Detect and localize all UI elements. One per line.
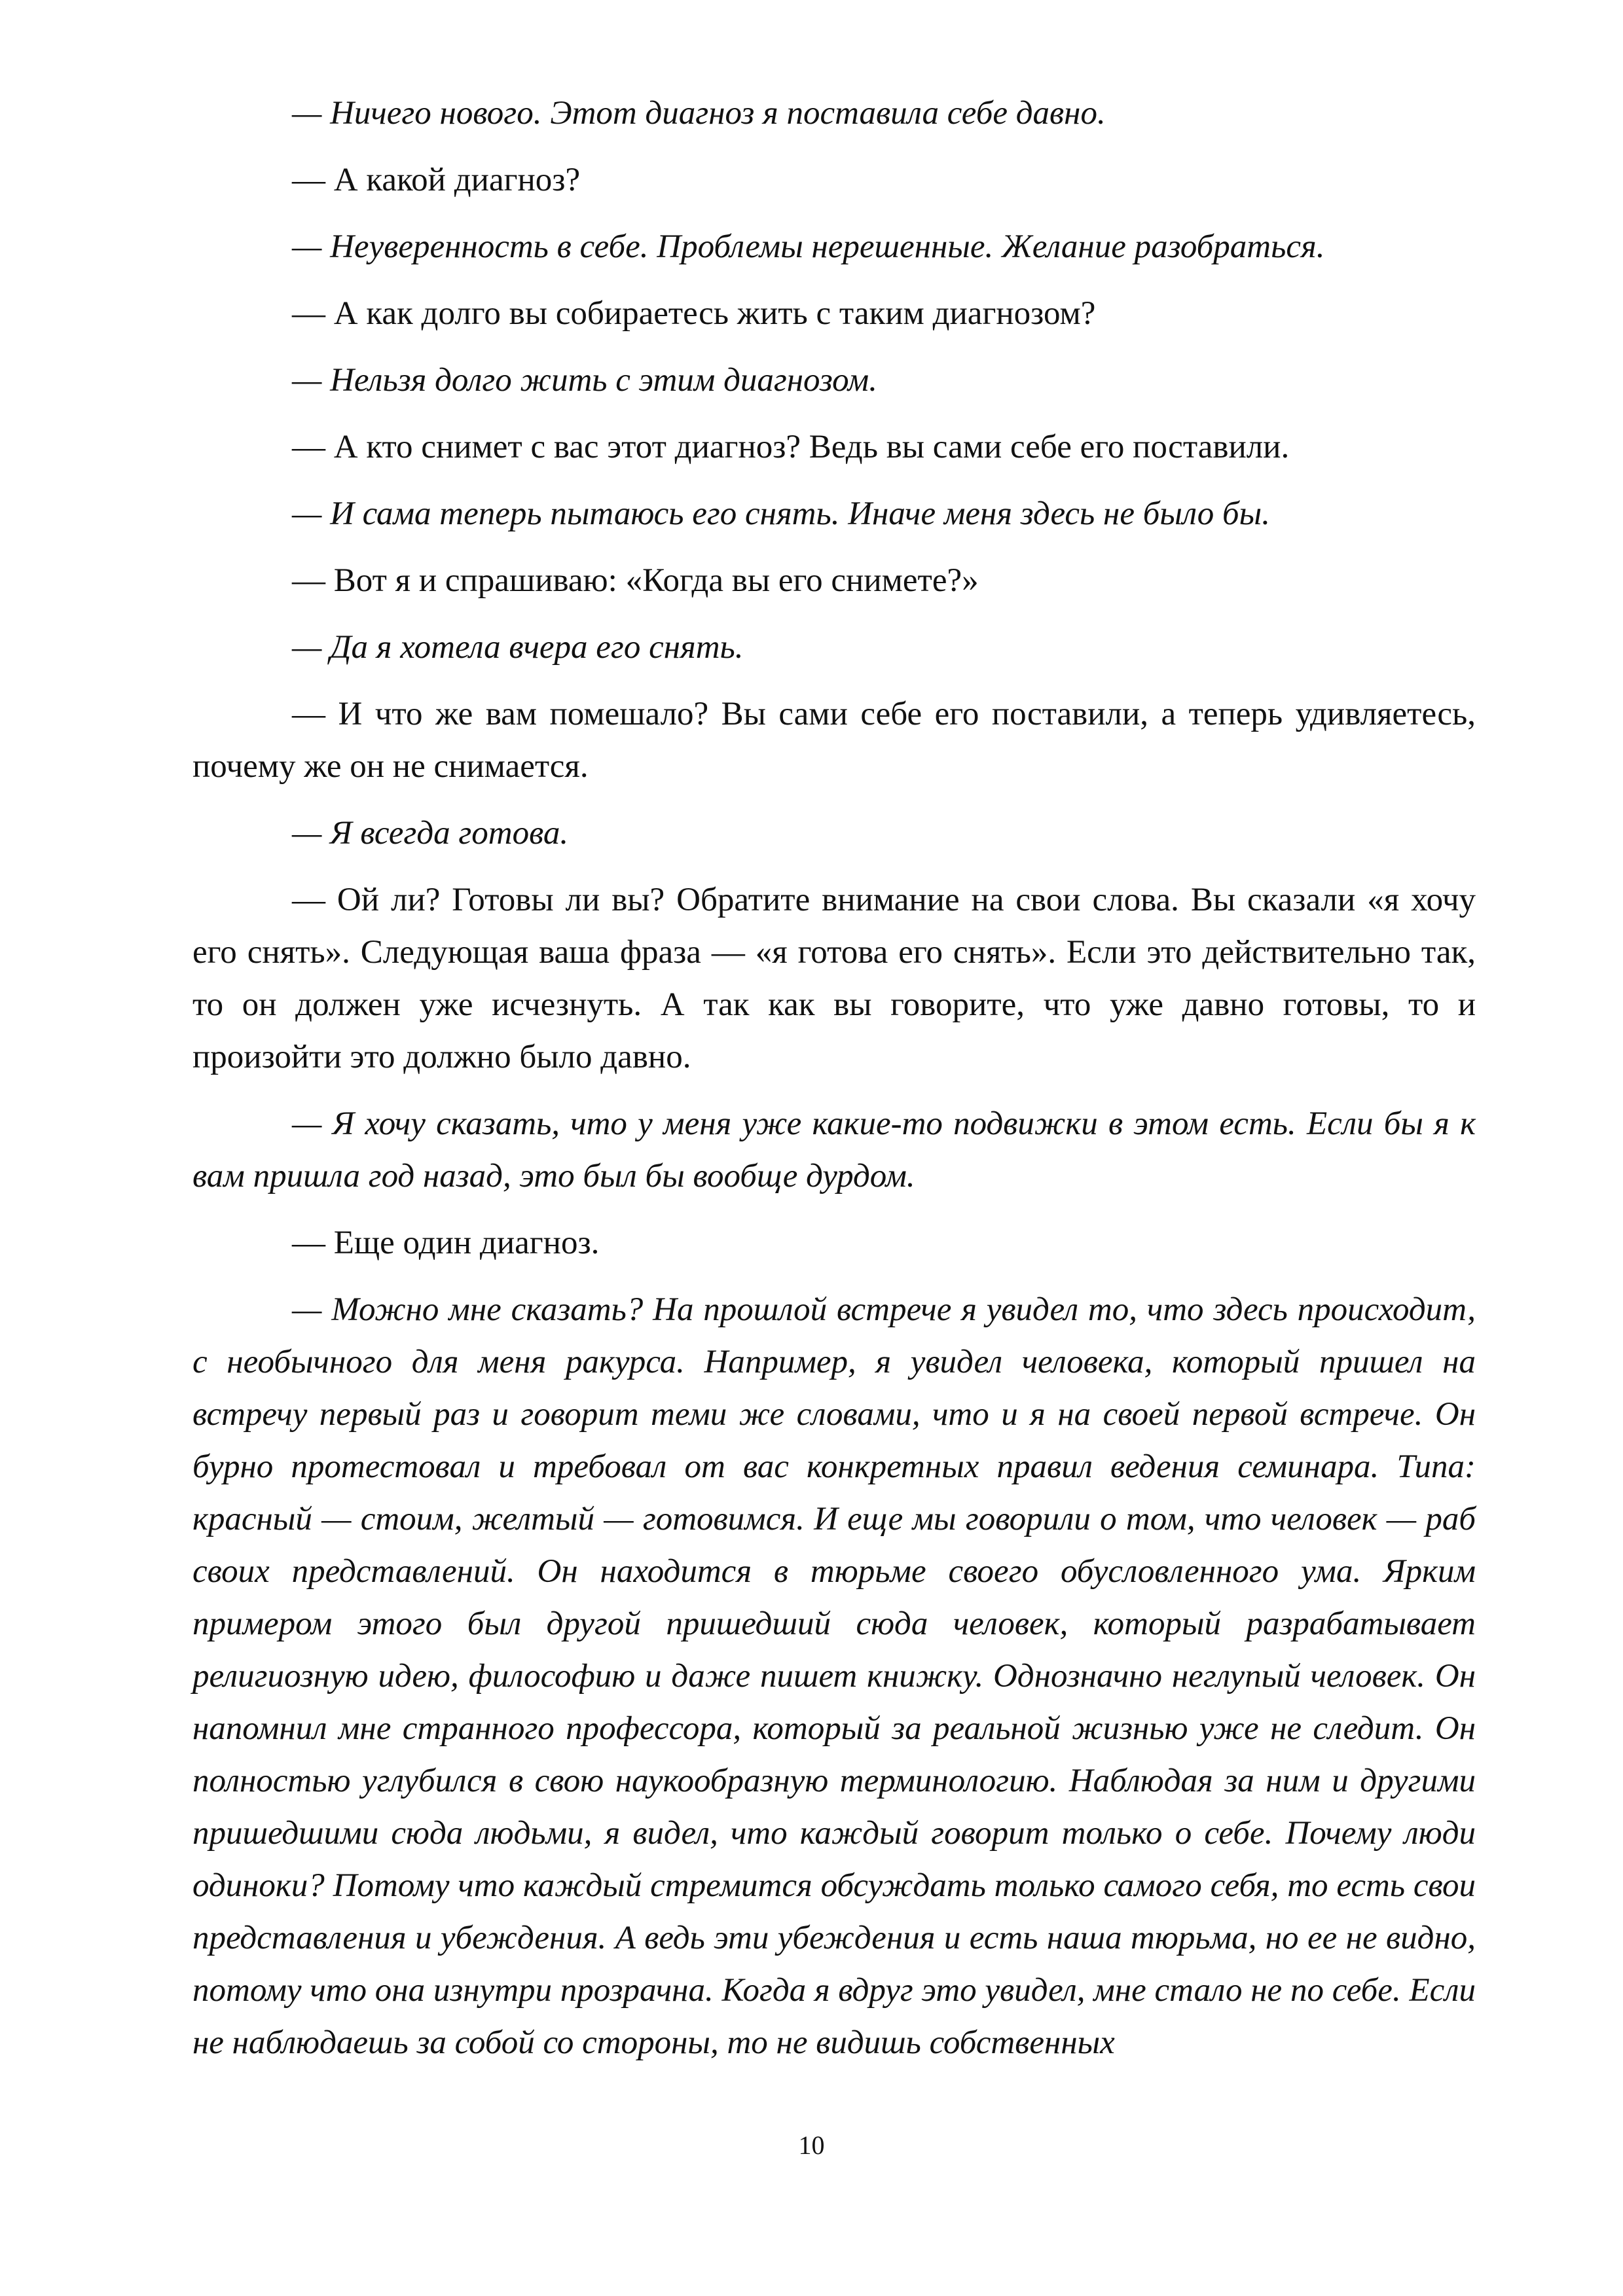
- paragraph-7: — И сама теперь пытаюсь его снять. Иначе меня здесь не было бы.: [292, 495, 1270, 532]
- paragraph-2: — А какой диагноз?: [292, 162, 581, 198]
- page-number: 10: [798, 2130, 825, 2160]
- paragraph-1: — Ничего нового. Этот диагноз я поставила себе давно.: [292, 95, 1106, 132]
- paragraph-11: — Я всегда готова.: [292, 815, 569, 852]
- paragraph-9: — Да я хотела вчера его снять.: [292, 629, 744, 666]
- paragraph-10: — И что же вам помешало? Вы сами себе его поставили, а теперь удивляетесь, почему же он не снимается.: [192, 696, 1476, 785]
- paragraph-14: — Еще один диагноз.: [292, 1225, 600, 1261]
- paragraph-12: — Ой ли? Готовы ли вы? Обратите внимание на свои слова. Вы сказали «я хочу его снять». Следующая ваша фраза — «я готова его снять». Если это действительно так, то он должен уже исчезнуть. А так как вы говорите, что уже давно готовы, то и произойти это должно было давно.: [192, 882, 1476, 1075]
- paragraph-6: — А кто снимет с вас этот диагноз? Ведь вы сами себе его поставили.: [292, 429, 1290, 465]
- paragraph-8: — Вот я и спрашиваю: «Когда вы его снимете?»: [292, 562, 979, 599]
- body-text: [192, 87, 1476, 2083]
- paragraph-13: — Я хочу сказать, что у меня уже какие-то подвижки в этом есть. Если бы я к вам пришла год назад, это был бы вообще дурдом.: [192, 1105, 1476, 1194]
- paragraph-15: — Можно мне сказать? На прошлой встрече я увидел то, что здесь происходит, с необычного для меня ракурса. Например, я увидел человека, который пришел на встречу первый раз и говорит теми же словами, что и я на своей первой встрече. Он бурно протестовал и требовал от вас конкретных правил ведения семинара. Типа: красный — стоим, желтый — готовимся. И еще мы говорили о том, что человек — раб своих представлений. Он находится в тюрьме своего обусловленного ума. Ярким примером этого был другой пришедший сюда человек, который разрабатывает религиозную идею, философию и даже пишет книжку. Однозначно неглупый человек. Он напомнил мне странного профессора, который за реальной жизнью уже не следит. Он полностью углубился в свою наукообразную терминологию. Наблюдая за ним и другими пришедшими сюда людьми, я видел, что каждый говорит только о себе. Почему люди одиноки? Потому что каждый стремится обсуждать только самого себя, то есть свои представления и убеждения. А ведь эти убеждения и есть наша тюрьма, но ее не видно, потому что она изнутри прозрачна. Когда я вдруг это увидел, мне стало не по себе. Если не наблюдаешь за собой со стороны, то не видишь собственных: [192, 1291, 1476, 2061]
- paragraph-5: — Нельзя долго жить с этим диагнозом.: [292, 362, 877, 399]
- paragraph-4: — А как долго вы собираетесь жить с таким диагнозом?: [292, 295, 1096, 332]
- paragraph-3: — Неуверенность в себе. Проблемы нерешенные. Желание разобраться.: [292, 228, 1325, 265]
